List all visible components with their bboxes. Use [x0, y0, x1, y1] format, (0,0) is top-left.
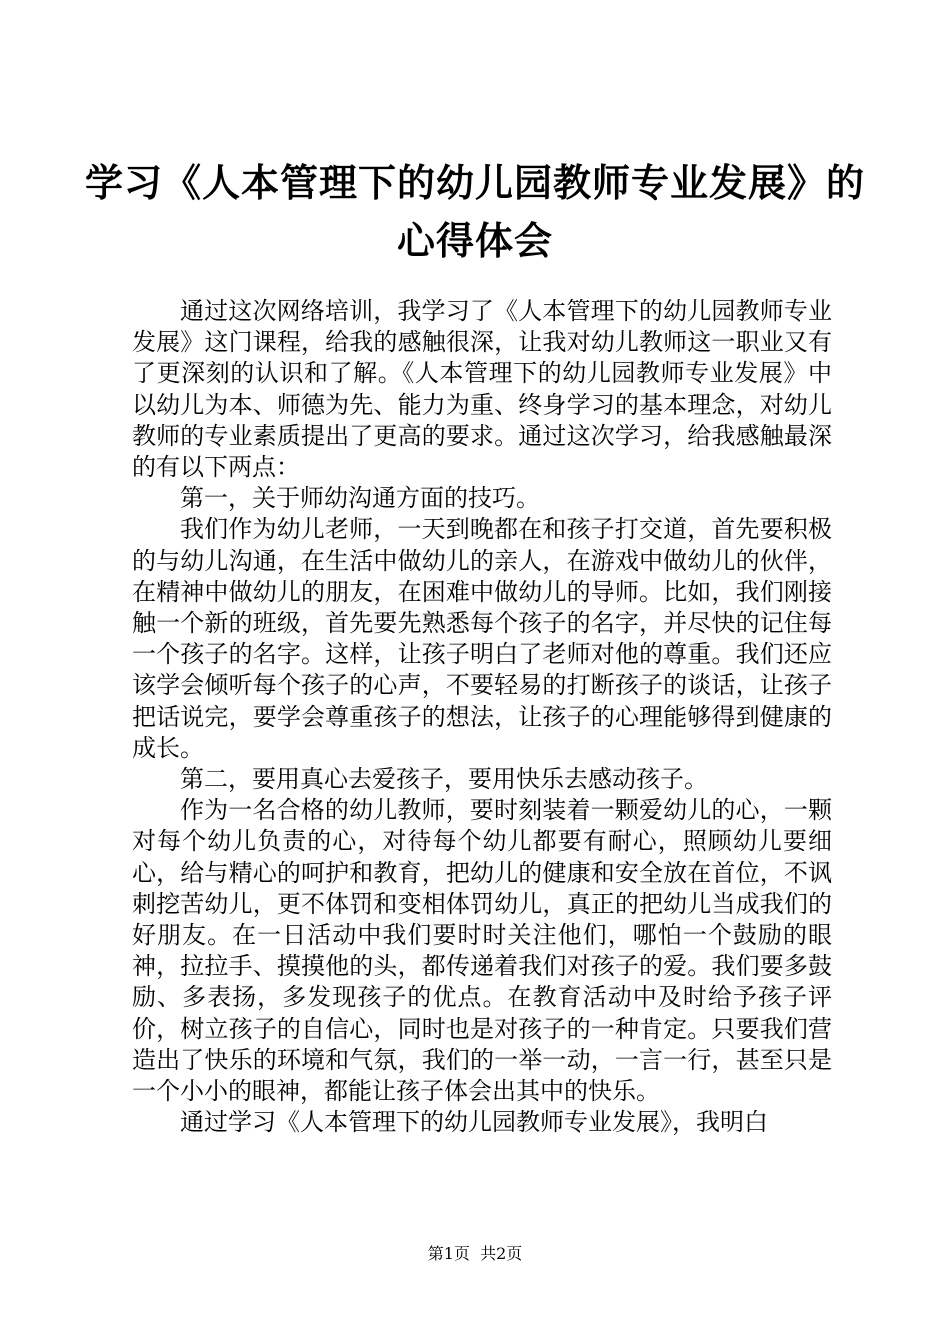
document-body: [132, 296, 832, 1138]
body-paragraph-1: 通过这次网络培训，我学习了《人本管理下的幼儿园教师专业发展》这门课程，给我的感触很深，让我对幼儿教师这一职业又有了更深刻的认识和了解。《人本管理下的幼儿园教师专业发展》中以幼儿为本、师德为先、能力为重、终身学习的基本理念，对幼儿教师的专业素质提出了更高的要求。通过这次学习，给我感触最深的有以下两点：: [132, 297, 832, 482]
body-paragraph-4: 第二，要用真心去爱孩子，要用快乐去感动孩子。: [180, 765, 708, 794]
body-paragraph-3: 我们作为幼儿老师，一天到晚都在和孩子打交道，首先要积极的与幼儿沟通，在生活中做幼儿的亲人，在游戏中做幼儿的伙伴，在精神中做幼儿的朋友，在困难中做幼儿的导师。比如，我们刚接触一个新的班级，首先要先熟悉每个孩子的名字，并尽快的记住每一个孩子的名字。这样，让孩子明白了老师对他的尊重。我们还应该学会倾听每个孩子的心声，不要轻易的打断孩子的谈话，让孩子把话说完，要学会尊重孩子的想法，让孩子的心理能够得到健康的成长。: [132, 515, 832, 762]
page-footer: [0, 1244, 950, 1264]
body-paragraph-5: 作为一名合格的幼儿教师，要时刻装着一颗爱幼儿的心，一颗对每个幼儿负责的心，对待每个幼儿都要有耐心，照顾幼儿要细心，给与精心的呵护和教育，把幼儿的健康和安全放在首位，不讽刺挖苦幼儿，更不体罚和变相体罚幼儿，真正的把幼儿当成我们的好朋友。在一日活动中我们要时时关注他们，哪怕一个鼓励的眼神，拉拉手、摸摸他的头，都传递着我们对孩子的爱。我们要多鼓励、多表扬，多发现孩子的优点。在教育活动中及时给予孩子评价，树立孩子的自信心，同时也是对孩子的一种肯定。只要我们营造出了快乐的环境和气氛，我们的一举一动，一言一行，甚至只是一个小小的眼神，都能让孩子体会出其中的快乐。: [132, 796, 832, 1106]
body-paragraph-2: 第一，关于师幼沟通方面的技巧。: [180, 484, 540, 513]
document-title-line-1: 学习《人本管理下的幼儿园教师专业发展》的: [84, 161, 865, 205]
body-paragraph-6: 通过学习《人本管理下的幼儿园教师专业发展》，我明白: [180, 1108, 768, 1137]
page-number: 第1页 共2页: [427, 1244, 523, 1263]
document-title-line-2: 心得体会: [396, 219, 553, 263]
